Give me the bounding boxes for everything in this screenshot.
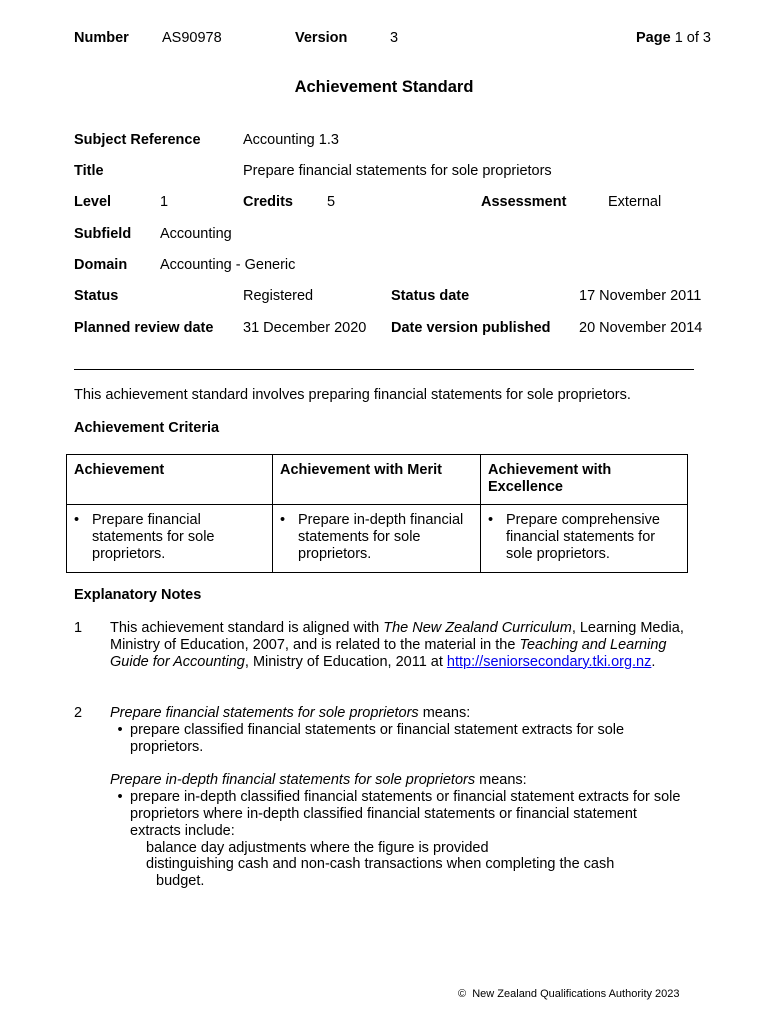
subject-reference-label: Subject Reference: [74, 132, 201, 148]
domain-label: Domain: [74, 257, 128, 273]
bullet-icon: •: [280, 512, 286, 528]
assessment-value: External: [608, 194, 662, 210]
criteria-cell-merit: [273, 505, 481, 573]
note-italic: Teaching and Learning Guide for Accounting: [110, 636, 667, 670]
status-date-value: 17 November 2011: [579, 288, 702, 304]
status-date-label: Status date: [391, 288, 470, 304]
date-published-label: Date version published: [391, 320, 551, 336]
domain-value: Accounting - Generic: [160, 257, 296, 273]
note-1: [74, 620, 704, 670]
bullet-icon: •: [74, 512, 80, 528]
status-label: Status: [74, 288, 119, 304]
note-number: 1: [74, 620, 83, 636]
criteria-col-merit: Achievement with Merit: [273, 455, 481, 505]
title-value: Prepare financial statements for sole proprietors: [243, 163, 552, 179]
note-number: 2: [74, 705, 83, 721]
note-text: means:: [418, 705, 471, 721]
number-label: Number: [74, 30, 129, 46]
date-published-value: 20 November 2014: [579, 320, 703, 336]
page-indicator: [636, 30, 711, 46]
planned-review-value: 31 December 2020: [243, 320, 367, 336]
intro-text: This achievement standard involves preparing financial statements for sole proprietors.: [74, 387, 631, 403]
assessment-label: Assessment: [481, 194, 567, 210]
level-value: 1: [160, 194, 169, 210]
note-text: This achievement standard is aligned with: [110, 620, 384, 636]
criteria-table: [66, 454, 688, 573]
bullet-icon: •: [117, 789, 123, 806]
definition-bullet: prepare in-depth classified financial statements or financial statement extracts for sole proprietors where in-depth classified financial statements or financial statement extracts include:: [130, 789, 681, 839]
level-label: Level: [74, 194, 112, 210]
credits-label: Credits: [243, 194, 293, 210]
title-label: Title: [74, 163, 104, 179]
sub-item: distinguishing cash and non-cash transactions when completing the cash: [146, 856, 615, 873]
page-value: 1 of 3: [674, 30, 711, 46]
subfield-label: Subfield: [74, 226, 132, 242]
page-label: Page: [636, 30, 671, 46]
status-value: Registered: [243, 288, 314, 304]
definition-term: Prepare financial statements for sole proprietors: [110, 705, 419, 721]
divider: [74, 369, 694, 370]
criteria-text: Prepare comprehensive financial statements for sole proprietors.: [506, 512, 660, 562]
credits-value: 5: [327, 194, 336, 210]
note-text: .: [651, 653, 656, 670]
definition-term: Prepare in-depth financial statements for sole proprietors: [110, 772, 476, 789]
footer: [458, 988, 680, 1000]
tki-link[interactable]: http://seniorsecondary.tki.org.nz: [446, 653, 652, 670]
version-value: 3: [390, 30, 399, 46]
note-2: [74, 705, 704, 890]
definition-bullet: prepare classified financial statements or financial statement extracts for sole proprietors.: [130, 721, 625, 755]
number-value: AS90978: [162, 30, 222, 46]
criteria-cell-excellence: [481, 505, 688, 573]
note-text: , Learning Media, Ministry of Education, 2007, and is related to the material in the: [110, 620, 684, 653]
footer-text: New Zealand Qualifications Authority 2023: [472, 988, 680, 1000]
note-text: , Ministry of Education, 2011 at: [244, 653, 447, 670]
criteria-header-row: [67, 455, 688, 505]
bullet-icon: •: [488, 512, 494, 528]
criteria-heading: Achievement Criteria: [74, 420, 220, 436]
subfield-value: Accounting: [160, 226, 232, 242]
note-text: means:: [475, 772, 527, 789]
bullet-icon: •: [117, 721, 123, 738]
criteria-cell-achievement: [67, 505, 273, 573]
criteria-row: [67, 505, 688, 573]
sub-item: balance day adjustments where the figure is provided: [146, 839, 489, 856]
criteria-text: Prepare in-depth financial statements for sole proprietors.: [298, 512, 464, 562]
version-label: Version: [295, 30, 348, 46]
notes-heading: Explanatory Notes: [74, 587, 202, 603]
criteria-text: Prepare financial statements for sole proprietors.: [92, 512, 215, 562]
page-title: Achievement Standard: [294, 78, 474, 96]
criteria-col-achievement: Achievement: [67, 455, 273, 505]
copyright-icon: ©: [458, 988, 467, 1000]
planned-review-label: Planned review date: [74, 320, 214, 336]
note-italic: The New Zealand Curriculum: [383, 620, 572, 636]
subject-reference-value: Accounting 1.3: [243, 132, 339, 148]
criteria-col-excellence: Achievement with Excellence: [481, 455, 688, 505]
sub-item: budget.: [156, 873, 205, 890]
